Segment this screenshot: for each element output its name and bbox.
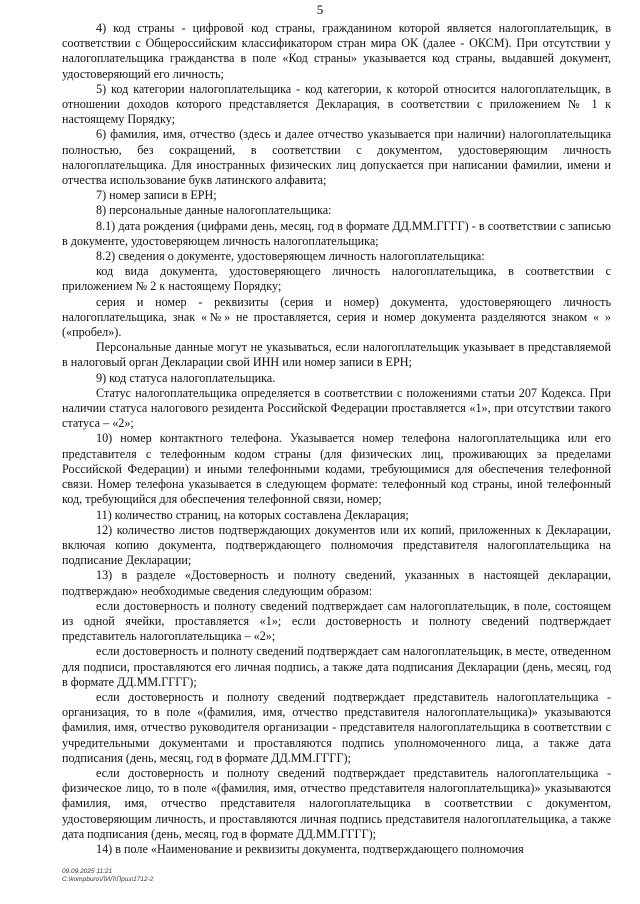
paragraph-authority-document: 14) в поле «Наименование и реквизиты документа, подтверждающего полномочия	[96, 841, 524, 856]
paragraph-phone-number: 10) номер контактного телефона. Указывается номер телефона налогоплательщика или его представителя с телефонным кодом страны (для физических лиц, проживающих за пределами Российской Федерации) и иными телефонными кодами, требующимися для обеспечения телефонной связи. Номер телефона указывается в следующем формате: телефонный код страны, иной телефонный код, требующийся для обеспечения телефонной связи, номер;	[62, 431, 611, 507]
paragraph-ern-record: 7) номер записи в ЕРН;	[96, 188, 217, 203]
paragraph-document-type-code: код вида документа, удостоверяющего личность налогоплательщика, в соответствии с приложением № 2 к настоящему Порядку;	[62, 264, 611, 294]
paragraph-full-name: 6) фамилия, имя, отчество (здесь и далее отчество указывается при наличии) налогоплательщика полностью, без сокращений, в соответствии с документом, удостоверяющим личность налогоплательщика. Для иностранных физических лиц допускается при написании фамилии, имени и отчества использование букв латинского алфавита;	[62, 127, 611, 188]
paragraph-series-number: серия и номер - реквизиты (серия и номер) документа, удостоверяющего личность налогоплательщика, знак «№» не проставляется, серия и номер документа разделяются знаком « » («пробел»).	[62, 294, 611, 340]
paragraph-status-code: 9) код статуса налогоплательщика.	[96, 370, 276, 385]
paragraph-page-count: 11) количество страниц, на которых составлена Декларация;	[96, 507, 409, 522]
paragraph-status-definition: Статус налогоплательщика определяется в соответствии с положениями статьи 207 Кодекса. При наличии статуса налогового резидента Российской Федерации проставляется «1», при отсутствии такого статуса – «2»;	[62, 385, 611, 431]
document-body	[62, 21, 611, 857]
paragraph-category-code: 5) код категории налогоплательщика - код категории, к которой относится налогоплательщик, в отношении доходов которого представляется Декларация, в соответствии с приложением № 1 к настоящему Порядку;	[62, 81, 611, 127]
print-timestamp: 09.09.2025 11:21	[62, 868, 113, 875]
paragraph-personal-data: 8) персональные данные налогоплательщика:	[96, 203, 332, 218]
paragraph-personal-data-note: Персональные данные могут не указываться, если налогоплательщик указывает в представляемой в налоговый орган Декларации свой ИНН или номер записи в ЕРН;	[62, 340, 611, 370]
paragraph-authenticity-section: 13) в разделе «Достоверность и полноту сведений, указанных в настоящей декларации, подтверждаю» необходимые сведения следующим образом:	[62, 568, 611, 598]
paragraph-taxpayer-signature: если достоверность и полноту сведений подтверждает сам налогоплательщик, в месте, отведенном для подписи, проставляются его личная подпись, а также дата подписания Декларации (день, месяц, год в формате ДД.ММ.ГГГГ);	[62, 644, 611, 689]
paragraph-confirmation-code: если достоверность и полноту сведений подтверждает сам налогоплательщик, в поле, состоящем из одной ячейки, проставляется «1»; если достоверность и полноту сведений подтверждает представитель налогоплательщика – «2»;	[62, 598, 611, 644]
print-footer	[62, 868, 153, 884]
paragraph-id-document: 8.2) сведения о документе, удостоверяющем личность налогоплательщика:	[96, 249, 485, 264]
paragraph-country-code: 4) код страны - цифровой код страны, гражданином которой является налогоплательщик, в соответствии с Общероссийским классификатором стран мира ОК (далее - ОКСМ). При отсутствии у налогоплательщика гражданства в поле «Код страны» указывается код страны, выдавшей документ, удостоверяющий его личность;	[62, 21, 611, 81]
file-path: C:\kompburo\ЛИЛ\Приз\1712-2	[62, 876, 154, 883]
paragraph-sheet-count: 12) количество листов подтверждающих документов или их копий, приложенных к Декларации, включая копию документа, подтверждающего полномочия представителя налогоплательщика на подписание Декларации;	[62, 522, 611, 568]
paragraph-representative-individual: если достоверность и полноту сведений подтверждает представитель налогоплательщика - физическое лицо, то в поле «(фамилия, имя, отчество представителя налогоплательщика)» указываются фамилия, имя, отчество представителя налогоплательщика в соответствии с документом, удостоверяющим личность, и проставляются личная подпись представителя налогоплательщика, а также дата подписания (день, месяц, год в формате ДД.ММ.ГГГГ);	[62, 765, 611, 841]
paragraph-birth-date: 8.1) дата рождения (цифрами день, месяц, год в формате ДД.ММ.ГГГГ) - в соответствии с записью в документе, удостоверяющем личность налогоплательщика;	[62, 218, 611, 248]
page-number: 5	[316, 2, 324, 17]
paragraph-representative-organization: если достоверность и полноту сведений подтверждает представитель налогоплательщика - организация, то в поле «(фамилия, имя, отчество представителя налогоплательщика)» указываются фамилия, имя, отчество руководителя организации - представителя налогоплательщика в соответствии с учредительными документами и проставляются подпись уполномоченного лица, а также дата подписания (день, месяц, год в формате ДД.ММ.ГГГГ);	[62, 689, 611, 765]
